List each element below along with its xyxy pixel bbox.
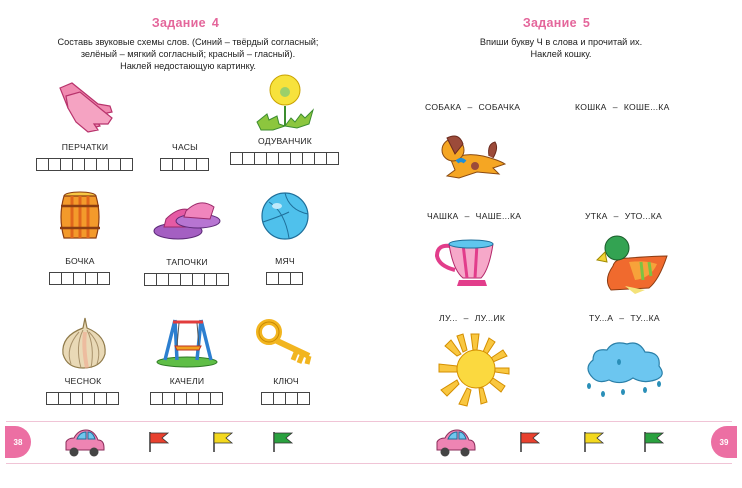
task-4-title: [0, 16, 371, 30]
car-icon: [435, 428, 477, 458]
sound-scheme-boxes[interactable]: [140, 273, 234, 286]
word-item-dandelion: [222, 72, 348, 165]
sound-scheme-boxes[interactable]: [142, 392, 232, 405]
base-word: УТКА: [585, 211, 608, 221]
gloves-icon: [50, 78, 120, 136]
word-pair-duck: [585, 211, 662, 221]
instruction-line: Составь звуковые схемы слов. (Синий – твёрдый согласный;: [57, 37, 319, 47]
word-label: КАЧЕЛИ: [169, 376, 205, 386]
fill-in-word[interactable]: ТУ...А: [589, 313, 614, 323]
word-item-ball: [250, 190, 320, 285]
word-label: БОЧКА: [65, 256, 95, 266]
word-item-key: [248, 314, 324, 405]
fill-in-word[interactable]: ЛУ...: [439, 313, 458, 323]
missing-sticker-slot[interactable]: [150, 78, 220, 136]
swing-icon: [155, 314, 219, 370]
word-label: МЯЧ: [275, 256, 295, 266]
dash: –: [463, 313, 469, 323]
word-item-garlic: [40, 314, 126, 405]
rain-cloud-icon: [583, 338, 667, 398]
red-flag-icon: [519, 430, 541, 452]
teacup-icon: [433, 234, 499, 290]
dash: –: [467, 102, 473, 112]
fill-in-word[interactable]: ЧАШЕ...КА: [475, 211, 522, 221]
word-pair-dog: [425, 102, 520, 112]
task-label: Задание: [522, 16, 577, 30]
word-label: ПЕРЧАТКИ: [61, 142, 109, 152]
task-number: 5: [582, 16, 591, 30]
slippers-icon: [152, 195, 222, 243]
car-icon: [64, 428, 106, 458]
task-4-instructions: [28, 36, 348, 72]
fill-in-word[interactable]: УТО...КА: [624, 211, 663, 221]
fill-in-word[interactable]: ТУ...КА: [630, 313, 660, 323]
green-flag-icon: [643, 430, 665, 452]
red-flag-icon: [148, 430, 170, 452]
base-word: КОШКА: [575, 102, 607, 112]
dash: –: [619, 313, 625, 323]
green-flag-icon: [272, 430, 294, 452]
word-label: ЧЕСНОК: [64, 376, 102, 386]
instruction-line: Наклей недостающую картинку.: [120, 61, 256, 71]
sound-scheme-boxes[interactable]: [222, 152, 348, 165]
sound-scheme-boxes[interactable]: [30, 158, 140, 171]
footer-band: [6, 421, 732, 464]
key-icon: [253, 314, 319, 370]
sound-scheme-boxes[interactable]: [248, 392, 324, 405]
task-5-title: [371, 16, 742, 30]
word-label: ТАПОЧКИ: [166, 257, 208, 267]
dash: –: [464, 211, 470, 221]
word-item-swing: [142, 314, 232, 405]
missing-sticker-slot[interactable]: [575, 124, 675, 188]
sun-icon: [437, 332, 515, 408]
page-number-left: 38: [5, 426, 31, 458]
word-pair-cup: [427, 211, 521, 221]
barrel-icon: [55, 190, 105, 244]
sound-scheme-boxes[interactable]: [250, 272, 320, 285]
task-number: 4: [211, 16, 220, 30]
ball-icon: [259, 190, 311, 242]
base-word: ЧАШКА: [427, 211, 459, 221]
fill-in-word[interactable]: ЛУ...ИК: [474, 313, 506, 323]
yellow-flag-icon: [583, 430, 605, 452]
task-label: Задание: [151, 16, 206, 30]
word-item-barrel: [40, 190, 120, 285]
dandelion-icon: [253, 72, 317, 136]
dog-icon: [433, 130, 509, 186]
word-pair-cloud: [589, 313, 660, 323]
word-item-slippers: [140, 195, 234, 286]
right-page: [371, 0, 742, 488]
page-number-right: 39: [711, 426, 737, 458]
dash: –: [613, 211, 619, 221]
word-pair-sun: [439, 313, 505, 323]
word-pair-cat: [575, 102, 670, 112]
instruction-line: Наклей кошку.: [530, 49, 592, 59]
diminutive-word: СОБАЧКА: [478, 102, 521, 112]
base-word: СОБАКА: [425, 102, 462, 112]
instruction-line: Впиши букву Ч в слова и прочитай их.: [479, 37, 643, 47]
sound-scheme-boxes[interactable]: [40, 392, 126, 405]
word-item-clock: [150, 78, 220, 171]
garlic-icon: [55, 314, 111, 370]
fill-in-word[interactable]: КОШЕ...КА: [623, 102, 670, 112]
sound-scheme-boxes[interactable]: [150, 158, 220, 171]
dash: –: [612, 102, 618, 112]
duck-icon: [595, 230, 671, 298]
task-5-instructions: [411, 36, 711, 60]
yellow-flag-icon: [212, 430, 234, 452]
word-label: КЛЮЧ: [273, 376, 299, 386]
word-label: ЧАСЫ: [172, 142, 198, 152]
sound-scheme-boxes[interactable]: [40, 272, 120, 285]
word-label: ОДУВАНЧИК: [258, 136, 312, 146]
word-item-gloves: [30, 78, 140, 171]
instruction-line: зелёный – мягкий согласный; красный – гласный).: [80, 49, 296, 59]
